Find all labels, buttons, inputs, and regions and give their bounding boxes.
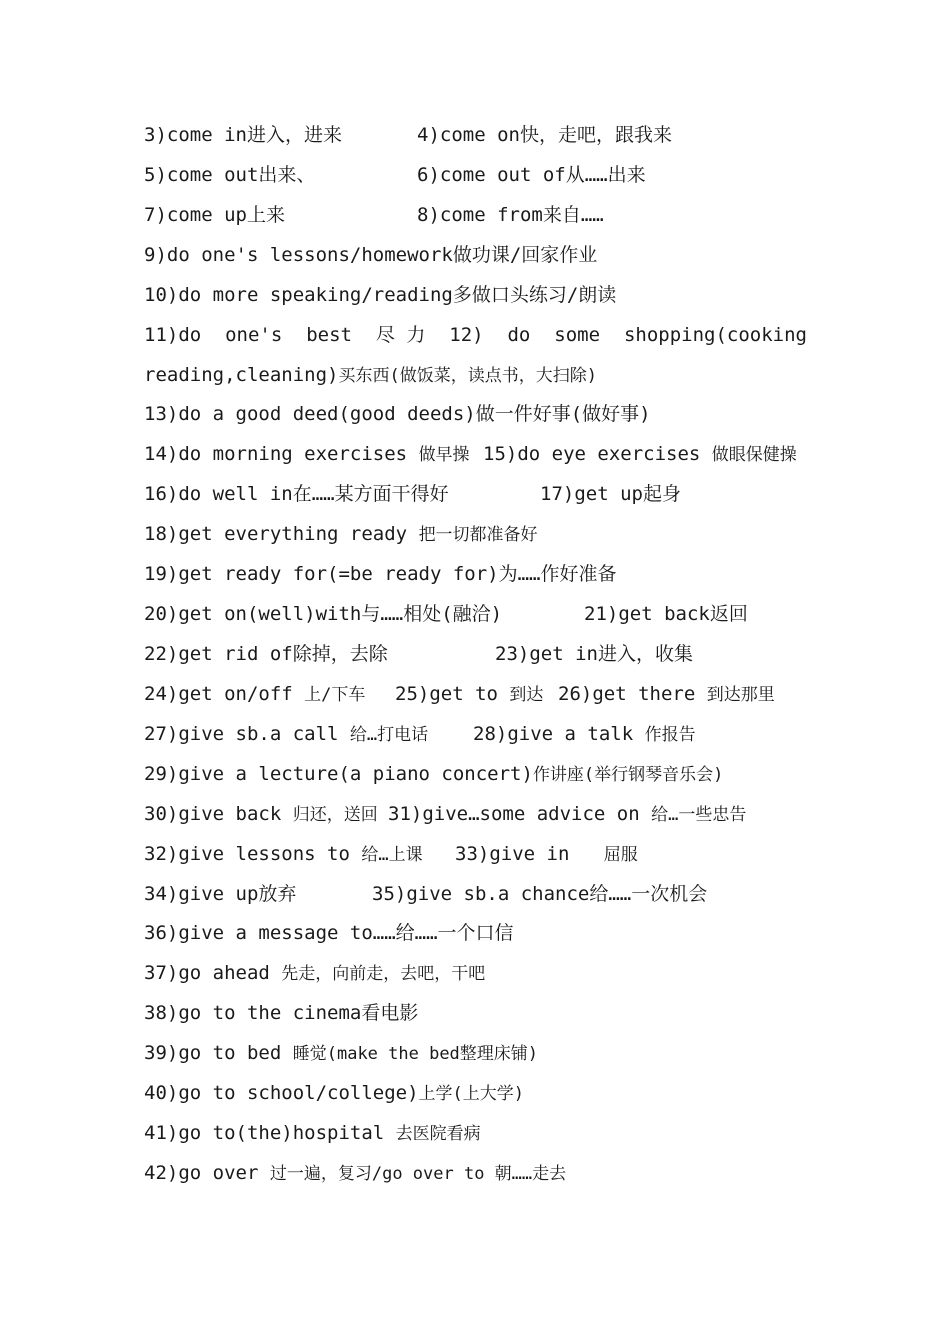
phrase-line-justified — [144, 320, 807, 350]
phrase-second — [455, 839, 638, 870]
phrase-text: 8)come from来自…… — [417, 204, 604, 226]
phrase-line — [144, 958, 485, 988]
phrase-line — [144, 399, 651, 429]
phrase-translation: 去医院看病 — [395, 1124, 481, 1144]
phrase-text: 3)come in进入，进来 — [144, 124, 342, 146]
phrase-translation: 作报告 — [644, 725, 696, 745]
phrase-text: 37)go ahead — [144, 962, 270, 984]
phrase-line — [144, 759, 723, 789]
phrase-translation: 到达 — [509, 685, 544, 705]
phrase-line — [144, 200, 604, 230]
phrase-translation: 上学(上大学) — [418, 1084, 525, 1104]
phrase-line — [144, 120, 672, 150]
phrase-text: 31)give…some advice on — [388, 803, 640, 825]
phrase-text: 28)give a talk — [473, 723, 634, 745]
phrase-translation: 给…一些忠告 — [651, 805, 747, 825]
phrase-translation: 把一切都准备好 — [418, 525, 538, 545]
phrase-text: 42)go over — [144, 1162, 259, 1184]
phrase-line — [144, 280, 616, 310]
phrase-text: 17)get up起身 — [540, 483, 681, 505]
phrase-text: 38)go to the cinema看电影 — [144, 1002, 419, 1024]
phrase-text: 4)come on快，走吧，跟我来 — [417, 124, 672, 146]
phrase-line — [144, 1078, 524, 1108]
phrase-line — [144, 439, 797, 469]
phrase-line — [144, 240, 597, 270]
phrase-word: shopping(cooking — [623, 324, 807, 346]
phrase-translation: 给…打电话 — [349, 725, 429, 745]
phrase-text: 41)go to(the)hospital — [144, 1122, 385, 1144]
phrase-translation: 做眼保健操 — [711, 445, 797, 465]
phrase-text: 13)do a good deed(good deeds)做一件好事(做好事) — [144, 403, 651, 425]
phrase-line — [144, 918, 514, 948]
phrase-line — [144, 639, 693, 669]
phrase-text: 18)get everything ready — [144, 523, 408, 545]
phrase-word: 尽 力 — [375, 324, 426, 346]
phrase-translation: 买东西(做饭菜，读点书，大扫除) — [338, 366, 597, 386]
phrase-line — [144, 160, 646, 190]
phrase-text: 35)give sb.a chance给……一次机会 — [372, 883, 708, 905]
phrase-third — [558, 679, 775, 710]
phrase-translation: 给…上课 — [361, 845, 423, 865]
phrase-line — [144, 479, 681, 509]
phrase-line — [144, 519, 538, 549]
phrase-translation: 过一遍，复习/go over to 朝……走去 — [269, 1164, 567, 1184]
phrase-translation: 到达那里 — [706, 685, 775, 705]
phrase-second — [483, 439, 797, 470]
phrase-line — [144, 1118, 481, 1148]
phrase-line — [144, 719, 696, 749]
phrase-translation: 上/下车 — [304, 685, 366, 705]
phrase-line — [144, 839, 638, 869]
phrase-text: 25)get to — [395, 683, 498, 705]
phrase-text: 39)go to bed — [144, 1042, 282, 1064]
phrase-text: 5)come out出来、 — [144, 164, 316, 186]
phrase-text: 30)give back — [144, 803, 282, 825]
phrase-text: 34)give up放弃 — [144, 883, 297, 905]
phrase-second — [473, 719, 696, 750]
phrase-translation: 睡觉(make the bed整理床铺) — [292, 1044, 539, 1064]
phrase-word: some — [554, 324, 601, 346]
phrase-second — [395, 679, 543, 710]
phrase-text: 40)go to school/college) — [144, 1082, 419, 1104]
phrase-translation: 归还，送回 — [292, 805, 378, 825]
phrase-text: 7)come up上来 — [144, 204, 285, 226]
phrase-line — [144, 799, 747, 829]
phrase-translation: 做早操 — [418, 445, 470, 465]
phrase-text: 20)get on(well)with与……相处(融洽) — [144, 603, 503, 625]
phrase-line — [144, 998, 418, 1028]
phrase-line — [144, 559, 617, 589]
phrase-translation: 屈服 — [603, 845, 638, 865]
phrase-text: 23)get in进入，收集 — [495, 643, 693, 665]
phrase-text: 10)do more speaking/reading多做口头练习/朗读 — [144, 284, 617, 306]
phrase-text: 9)do one's lessons/homework做功课/回家作业 — [144, 244, 598, 266]
phrase-text: 6)come out of从……出来 — [417, 164, 646, 186]
phrase-text: 29)give a lecture(a piano concert) — [144, 763, 533, 785]
phrase-second — [388, 799, 746, 830]
phrase-text: 33)give in — [455, 843, 570, 865]
phrase-line — [144, 879, 708, 909]
phrase-text: 14)do morning exercises — [144, 443, 408, 465]
phrase-line — [144, 599, 748, 629]
phrase-word: one's — [225, 324, 283, 346]
phrase-text: 15)do eye exercises — [483, 443, 701, 465]
phrase-translation: 先走，向前走，去吧，干吧 — [281, 964, 486, 984]
phrase-line — [144, 1038, 538, 1068]
phrase-line — [144, 360, 597, 390]
phrase-text: 16)do well in在……某方面干得好 — [144, 483, 449, 505]
phrase-translation: 作讲座(举行钢琴音乐会) — [532, 765, 724, 785]
phrase-text: 32)give lessons to — [144, 843, 350, 865]
phrase-word: 12) — [449, 324, 484, 346]
phrase-text: 26)get there — [558, 683, 696, 705]
phrase-word: best — [306, 324, 352, 346]
phrase-line — [144, 679, 775, 709]
phrase-text: 36)give a message to……给……一个口信 — [144, 922, 514, 944]
phrase-text: 27)give sb.a call — [144, 723, 339, 745]
phrase-word: do — [507, 324, 531, 346]
phrase-text: 19)get ready for(=be ready for)为……作好准备 — [144, 563, 617, 585]
phrase-text: 24)get on/off — [144, 683, 293, 705]
phrase-word: 11)do — [144, 324, 202, 346]
phrase-text: 21)get back返回 — [584, 603, 748, 625]
phrase-line — [144, 1158, 566, 1188]
phrase-text: 22)get rid of除掉，去除 — [144, 643, 388, 665]
phrase-text: reading,cleaning) — [144, 364, 339, 386]
